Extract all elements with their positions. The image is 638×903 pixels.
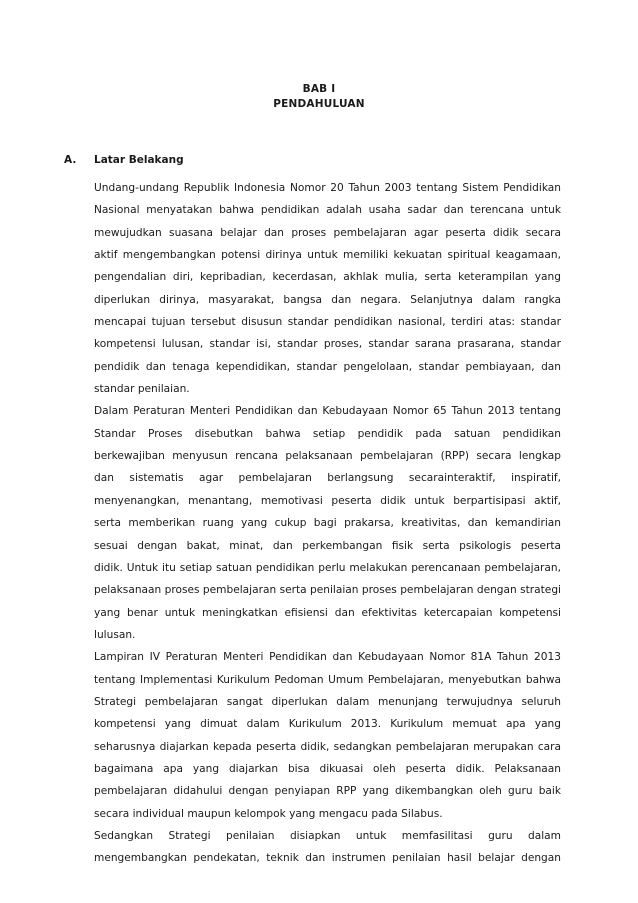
text-line: Undang-undang Republik Indonesia Nomor 20 Tahun 2003 tentang Sistem Pendidikan [94,182,561,194]
text-line: sesuai dengan bakat, minat, dan perkembangan fisik serta psikologis peserta [94,539,561,552]
text-line: Nasional menyatakan bahwa pendidikan adalah usaha sadar dan terencana untuk [94,204,561,217]
section-letter: A. [64,154,77,166]
text-line: menyenangkan, menantang, memotivasi peserta didik untuk berpartisipasi aktif, [94,494,561,507]
section-heading [64,154,184,166]
text-line: pengendalian diri, kepribadian, kecerdasan, akhlak mulia, serta keterampilan yang [94,271,561,284]
section-title: Latar Belakang [94,154,184,166]
text-line: didik. Untuk itu setiap satuan pendidikan perlu melakukan perencanaan pembelajaran, [94,561,561,574]
text-line: berkewajiban menyusun rencana pelaksanaan pembelajaran (RPP) secara lengkap [94,450,561,463]
text-line: bagaimana apa yang diajarkan bisa dikuasai oleh peserta didik. Pelaksanaan [94,762,561,775]
text-line: seharusnya diajarkan kepada peserta didik, sedangkan pembelajaran merupakan cara [94,740,561,753]
text-line: dan sistematis agar pembelajaran berlangsung secarainteraktif, inspiratif, [94,472,561,485]
text-line: kompetensi lulusan, standar isi, standar proses, standar sarana prasarana, standar [94,338,561,351]
text-line: aktif mengembangkan potensi dirinya untuk memiliki kekuatan spiritual keagamaan, [94,249,561,262]
text-line: Dalam Peraturan Menteri Pendidikan dan Kebudayaan Nomor 65 Tahun 2013 tentang [94,405,561,418]
text-line: diperlukan dirinya, masyarakat, bangsa dan negara. Selanjutnya dalam rangka [94,293,561,306]
text-line: mewujudkan suasana belajar dan proses pembelajaran agar peserta didik secara [94,226,561,239]
text-line: pendidik dan tenaga kependidikan, standar pengelolaan, standar pembiayaan, dan [94,360,561,373]
text-line: secara individual maupun kelompok yang mengacu pada Silabus. [94,807,443,820]
text-line: tentang Implementasi Kurikulum Pedoman Umum Pembelajaran, menyebutkan bahwa [94,673,561,686]
text-line: Lampiran IV Peraturan Menteri Pendidikan dan Kebudayaan Nomor 81A Tahun 2013 [94,651,561,664]
text-line: serta memberikan ruang yang cukup bagi prakarsa, kreativitas, dan kemandirian [94,517,561,530]
text-line: kompetensi yang dimuat dalam Kurikulum 2013. Kurikulum memuat apa yang [94,718,561,731]
text-line: Sedangkan Strategi penilaian disiapkan untuk memfasilitasi guru dalam [94,829,561,842]
chapter-title: PENDAHULUAN [273,98,365,110]
text-line: Standar Proses disebutkan bahwa setiap pendidik pada satuan pendidikan [94,427,561,440]
text-line: pelaksanaan proses pembelajaran serta penilaian proses pembelajaran dengan strategi [94,584,561,597]
text-line: mengembangkan pendekatan, teknik dan instrumen penilaian hasil belajar dengan [94,852,561,865]
text-line: Strategi pembelajaran sangat diperlukan dalam menunjang terwujudnya seluruh [94,695,561,708]
chapter-number: BAB I [302,83,336,95]
text-line: standar penilaian. [94,383,190,396]
body-text [94,177,561,870]
text-line: pembelajaran didahului dengan penyiapan RPP yang dikembangkan oleh guru baik [94,785,561,798]
text-line: yang benar untuk meningkatkan efisiensi dan efektivitas ketercapaian kompetensi [94,606,561,619]
text-line: mencapai tujuan tersebut disusun standar pendidikan nasional, terdiri atas: standar [94,316,561,329]
text-line: lulusan. [94,628,136,641]
